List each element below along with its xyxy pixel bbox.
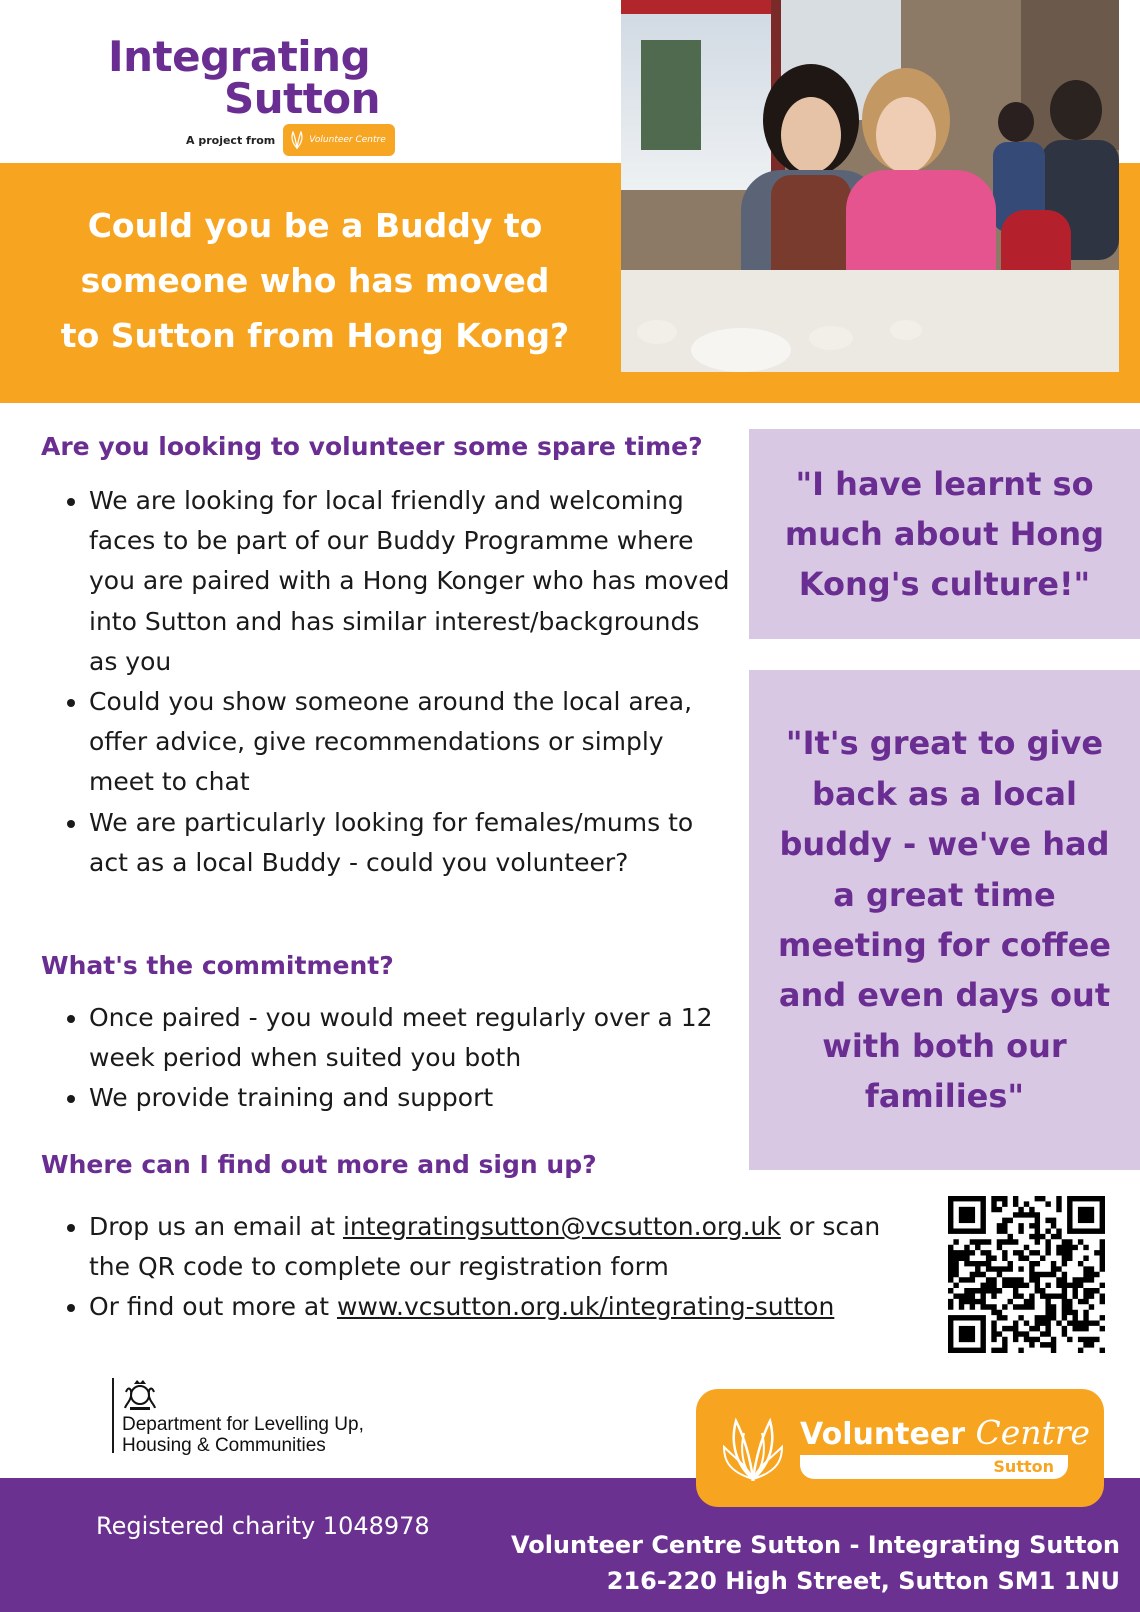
volunteer-centre-mini-badge bbox=[283, 124, 395, 156]
address-line-1: Volunteer Centre Sutton - Integrating Sutton bbox=[510, 1531, 1120, 1559]
mini-badge-text: Volunteer Centre bbox=[309, 135, 386, 145]
photo-two-women-at-restaurant bbox=[621, 0, 1119, 372]
list-item bbox=[89, 1287, 921, 1327]
vc-subtitle: Sutton bbox=[800, 1455, 1068, 1479]
footer-address bbox=[511, 1527, 1120, 1599]
quote-text-2: "It's great to give back as a local buddy - we've had a great time meeting for coffee and even days out with both our families" bbox=[778, 724, 1111, 1116]
section-sign-up bbox=[41, 1144, 921, 1328]
integrating-sutton-logo bbox=[108, 32, 398, 152]
commitment-list bbox=[41, 998, 741, 1119]
address-line-2: 216-220 High Street, Sutton SM1 1NU bbox=[606, 1567, 1120, 1595]
list-item: • Could you show someone around the local area, offer advice, give recommendations or simply meet to chat bbox=[89, 682, 731, 803]
vc-title-script: Centre bbox=[975, 1413, 1091, 1452]
logo-line-1: Integrating bbox=[108, 32, 371, 81]
email-suffix: or scan the QR code to complete our registration form bbox=[89, 1212, 881, 1282]
list-item: • We are looking for local friendly and welcoming faces to be part of our Buddy Programme where you are paired with a Hong Konger who has moved into Sutton and has similar interest/backgrounds as you bbox=[89, 481, 731, 682]
logo-subtitle: A project from bbox=[186, 133, 276, 147]
email-link[interactable]: integratingsutton@vcsutton.org.uk bbox=[342, 1212, 781, 1241]
section-heading-sign-up: Where can I find out more and sign up? bbox=[41, 1150, 597, 1179]
section-commitment bbox=[41, 945, 741, 1119]
logo-line-2: Sutton bbox=[224, 74, 381, 123]
charity-number: Registered charity 1048978 bbox=[96, 1512, 430, 1540]
dept-line-1: Department for Levelling Up, bbox=[122, 1414, 364, 1435]
qr-code[interactable] bbox=[948, 1196, 1105, 1353]
website-prefix: Or find out more at bbox=[89, 1292, 337, 1322]
vc-title-word: Volunteer bbox=[800, 1417, 966, 1452]
section-heading-commitment: What's the commitment? bbox=[41, 951, 394, 980]
vc-title bbox=[800, 1413, 1090, 1452]
dept-line-2: Housing & Communities bbox=[122, 1435, 326, 1456]
email-prefix: Drop us an email at bbox=[89, 1212, 343, 1241]
list-item: • Once paired - you would meet regularly over a 12 week period when suited you both bbox=[89, 998, 741, 1078]
headline-line-3: to Sutton from Hong Kong? bbox=[60, 316, 570, 355]
volunteer-list bbox=[41, 481, 731, 883]
quote-box-1 bbox=[749, 429, 1140, 639]
headline bbox=[20, 198, 610, 363]
list-item bbox=[89, 1207, 921, 1287]
headline-line-1: Could you be a Buddy to bbox=[87, 206, 543, 245]
quote-text-1: "I have learnt so much about Hong Kong's culture!" bbox=[784, 465, 1105, 603]
headline-line-2: someone who has moved bbox=[80, 261, 550, 300]
volunteer-centre-leaf-icon bbox=[722, 1417, 784, 1481]
sign-up-list bbox=[41, 1207, 921, 1328]
uk-government-crest-icon bbox=[122, 1378, 158, 1412]
section-volunteer bbox=[41, 426, 731, 883]
list-item: • We are particularly looking for females/mums to act as a local Buddy - could you volunteer? bbox=[89, 803, 731, 883]
volunteer-centre-leaf-icon bbox=[289, 131, 305, 149]
section-heading-volunteer: Are you looking to volunteer some spare time? bbox=[41, 432, 703, 461]
website-link[interactable]: www.vcsutton.org.uk/integrating-sutton bbox=[336, 1292, 835, 1322]
volunteer-centre-sutton-logo bbox=[696, 1389, 1104, 1507]
list-item: • We provide training and support bbox=[89, 1078, 741, 1118]
dluhc-logo bbox=[112, 1378, 412, 1454]
quote-box-2 bbox=[749, 670, 1140, 1170]
